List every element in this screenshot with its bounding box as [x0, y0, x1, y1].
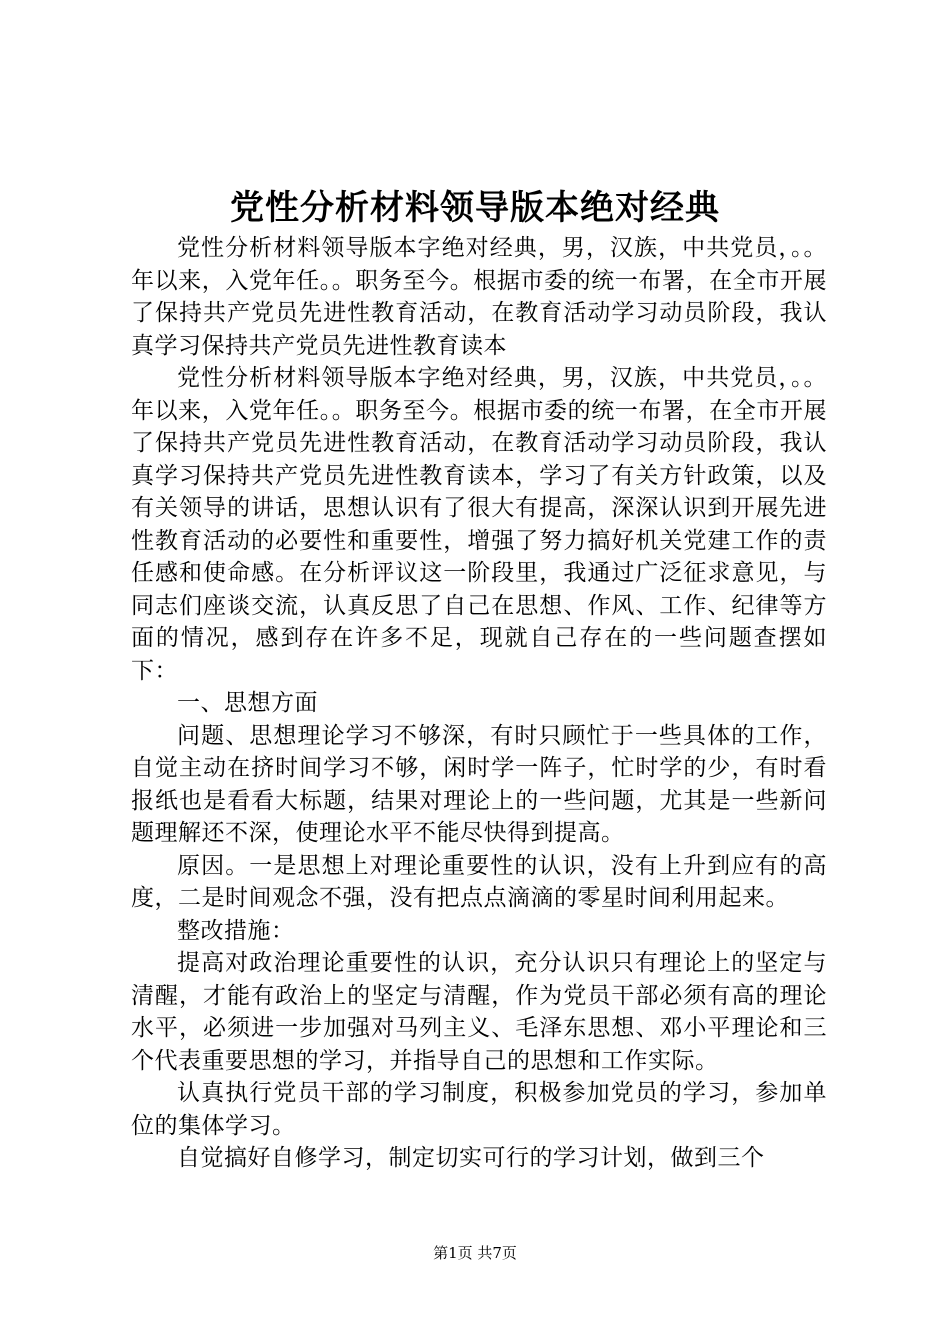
paragraph: 党性分析材料领导版本字绝对经典，男，汉族，中共党员，。。年以来，入党年任。。职务至今。根据市委的统一布署，在全市开展了保持共产党员先进性教育活动，在教育活动学习动员阶段，我认真学习保持共产党员先进性教育读本，学习了有关方针政策，以及有关领导的讲话，思想认识有了很大有提高，深深认识到开展先进性教育活动的必要性和重要性，增强了努力搞好机关党建工作的责任感和使命感。在分析评议这一阶段里，我通过广泛征求意见，与同志们座谈交流，认真反思了自己在思想、作风、工作、纪律等方面的情况，感到存在许多不足，现就自己存在的一些问题查摆如下： [131, 365, 827, 684]
page-footer [0, 1243, 950, 1263]
paragraph: 整改措施： [177, 917, 295, 944]
paragraph: 提高对政治理论重要性的认识，充分认识只有理论上的坚定与清醒，才能有政治上的坚定与清醒，作为党员干部必须有高的理论水平，必须进一步加强对马列主义、毛泽东思想、邓小平理论和三个代表重要思想的学习，并指导自己的思想和工作实际。 [131, 950, 827, 1074]
paragraph: 原因。一是思想上对理论重要性的认识，没有上升到应有的高度，二是时间观念不强，没有把点点滴滴的零星时间利用起来。 [131, 852, 827, 911]
paragraph: 党性分析材料领导版本字绝对经典，男，汉族，中共党员，。。年以来，入党年任。。职务至今。根据市委的统一布署，在全市开展了保持共产党员先进性教育活动，在教育活动学习动员阶段，我认真学习保持共产党员先进性教育读本 [131, 235, 827, 359]
section-heading: 一、思想方面 [177, 690, 318, 716]
paragraph: 自觉搞好自修学习，制定切实可行的学习计划，做到三个 [177, 1145, 765, 1171]
paragraph: 问题、思想理论学习不够深，有时只顾忙于一些具体的工作，自觉主动在挤时间学习不够，闲时学一阵子，忙时学的少，有时看报纸也是看看大标题，结果对理论上的一些问题，尤其是一些新问题理解还不深，使理论水平不能尽快得到提高。 [131, 722, 827, 846]
document-body [131, 232, 827, 1175]
page-total: 共7页 [477, 1244, 517, 1262]
page-number: 第1页 [433, 1244, 473, 1262]
document-title: 党性分析材料领导版本绝对经典 [230, 188, 720, 228]
paragraph: 认真执行党员干部的学习制度，积极参加党员的学习，参加单位的集体学习。 [131, 1080, 827, 1139]
